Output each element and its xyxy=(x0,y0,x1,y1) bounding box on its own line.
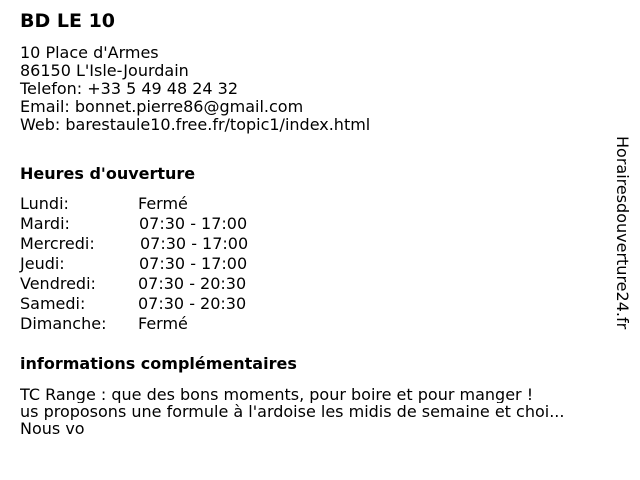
day-label: Mardi: xyxy=(20,214,70,233)
info-line: TC Range : que des bons moments, pour boire et pour manger ! xyxy=(20,386,534,403)
info-line: us proposons une formule à l'ardoise les midis de semaine et choi... xyxy=(20,403,565,420)
day-label: Lundi: xyxy=(20,194,69,213)
day-label: Vendredi: xyxy=(20,274,96,293)
time-value: 07:30 - 17:00 xyxy=(139,254,248,273)
time-value: 07:30 - 20:30 xyxy=(138,274,247,293)
phone-number: Telefon: +33 5 49 48 24 32 xyxy=(20,79,239,98)
day-label: Mercredi: xyxy=(20,234,95,253)
time-value: Fermé xyxy=(138,194,188,213)
info-heading: informations complémentaires xyxy=(20,354,297,373)
city-address: 86150 L'Isle-Jourdain xyxy=(20,61,189,80)
day-label: Samedi: xyxy=(20,294,86,313)
time-value: 07:30 - 20:30 xyxy=(138,294,247,313)
time-value: 07:30 - 17:00 xyxy=(140,234,249,253)
website-url: Web: barestaule10.free.fr/topic1/index.html xyxy=(20,115,371,134)
business-name: BD LE 10 xyxy=(20,10,116,32)
email-address: Email: bonnet.pierre86@gmail.com xyxy=(20,97,304,116)
site-brand-vertical: Horairesdouverture24.fr xyxy=(613,136,632,330)
day-label: Jeudi: xyxy=(20,254,65,273)
time-value: 07:30 - 17:00 xyxy=(139,214,248,233)
street-address: 10 Place d'Armes xyxy=(20,43,159,62)
info-description xyxy=(20,386,620,437)
day-label: Dimanche: xyxy=(20,314,107,333)
time-value: Fermé xyxy=(138,314,188,333)
info-line: Nous vo xyxy=(20,420,85,437)
hours-heading: Heures d'ouverture xyxy=(20,164,196,183)
contact-block xyxy=(20,44,370,134)
